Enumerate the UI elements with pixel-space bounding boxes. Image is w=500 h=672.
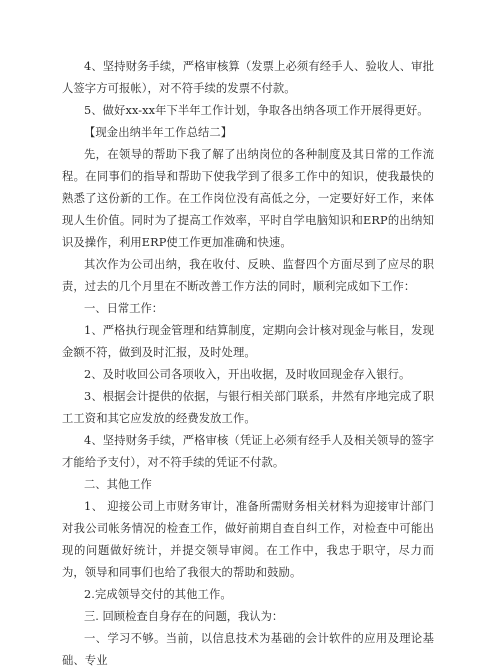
paragraph-item-4-finance-procedures: 4、坚持财务手续，严格审核算（发票上必须有经手人、验收人、审批人签字方可报帐），对不符手续的发票不付款。 — [62, 60, 434, 95]
paragraph-intro: 先，在领导的帮助下我了解了出纳岗位的各种制度及其日常的工作流程。在同事们的指导和帮助下使我学到了很多工作中的知识，使我最快的熟悉了这份新的工作。在工作岗位没有高低之分，一定要好好工作，来体现人生价值。同时为了提高工作效率，平时自学电脑知识和ERP的出纳知识及操作，利用ERP使工作更加准确和快速。 — [62, 148, 434, 249]
paragraph-daily-item-4: 4、坚持财务手续，严格审核（凭证上必须有经手人及相关领导的签字才能给予支付），对不符手续的凭证不付款。 — [62, 434, 434, 469]
section-title-summary-two: 【现金出纳半年工作总结二】 — [84, 126, 233, 139]
heading-other-work: 二、其他工作 — [84, 478, 152, 491]
heading-review-problems: 三. 回顾检查自身存在的问题，我认为： — [84, 610, 284, 623]
document-page — [62, 56, 434, 672]
paragraph-item-5-work-plan: 5、做好xx-xx年下半年工作计划，争取各出纳各项工作开展得更好。 — [84, 104, 429, 117]
paragraph-daily-item-1: 1、严格执行现金管理和结算制度，定期向会计核对现金与帐目，发现金额不符，做到及时汇报，及时处理。 — [62, 324, 434, 359]
paragraph-duties: 其次作为公司出纳，我在收付、反映、监督四个方面尽到了应尽的职责，过去的几个月里在不断改善工作方法的同时，顺利完成如下工作： — [62, 258, 434, 293]
paragraph-other-item-2: 2.完成领导交付的其他工作。 — [84, 588, 232, 601]
heading-daily-work: 一、日常工作： — [84, 302, 164, 315]
paragraph-daily-item-2: 2、及时收回公司各项收入，开出收据，及时收回现金存入银行。 — [84, 368, 411, 381]
paragraph-learning-insufficient: 一、学习不够。当前，以信息技术为基础的会计软件的应用及理论基础、专业 — [62, 632, 434, 667]
paragraph-other-item-1: 1、 迎接公司上市财务审计，准备所需财务相关材料为迎接审计部门对我公司帐务情况的检查工作，做好前期自查自纠工作，对检查中可能出现的问题做好统计，并提交领导审阅。在工作中，我忠于职守，尽力而为，领导和同事们也给了我很大的帮助和鼓励。 — [62, 500, 434, 579]
paragraph-daily-item-3: 3、根据会计提供的依据，与银行相关部门联系，井然有序地完成了职工工资和其它应发放的经费发放工作。 — [62, 390, 434, 425]
